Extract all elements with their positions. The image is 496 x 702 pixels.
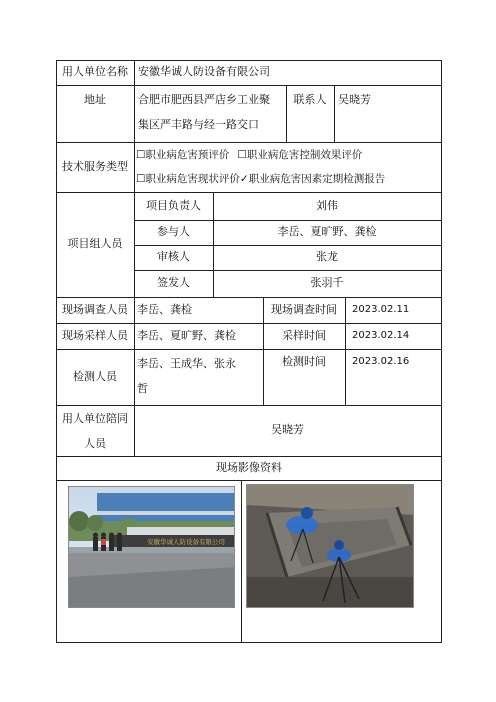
contact-value: 吴晓芳 — [338, 92, 371, 106]
escort-value: 吴晓芳 — [271, 423, 304, 437]
survey-staff-label: 现场调查人员 — [62, 302, 128, 316]
testing-staff-label: 检测人员 — [73, 369, 117, 383]
checkbox-unchecked-icon[interactable]: ☐ — [237, 148, 247, 161]
service-option-label: 职业病危害预评价 — [145, 148, 230, 161]
site-photo-equipment-image — [247, 485, 414, 608]
site-photo-entrance — [68, 486, 235, 608]
table-rule — [56, 480, 442, 481]
team-role: 签发人 — [157, 276, 190, 290]
address-value — [138, 87, 284, 141]
service-option-label: 职业病危害现状评价 — [145, 172, 240, 185]
address-line: 集区严丰路与经一路交口 — [138, 118, 259, 131]
sampling-staff-label: 现场采样人员 — [62, 328, 128, 342]
sampling-time-value: 2023.02.14 — [352, 330, 410, 342]
escort-label-line: 人员 — [84, 437, 106, 450]
team-label: 项目组人员 — [67, 237, 123, 251]
checkbox-unchecked-icon[interactable]: ☐ — [136, 172, 146, 185]
team-names: 刘伟 — [316, 198, 338, 212]
checkbox-unchecked-icon[interactable]: ☐ — [136, 148, 146, 161]
team-role: 参与人 — [157, 225, 190, 239]
service-type-label: 技术服务类型 — [62, 159, 128, 173]
address-line: 合肥市肥西县严店乡工业聚 — [138, 93, 270, 106]
testing-time-value: 2023.02.16 — [352, 356, 410, 368]
site-photo-entrance-image — [69, 487, 235, 608]
employer-label: 用人单位名称 — [62, 65, 128, 79]
table-rule — [56, 642, 442, 643]
service-option-label: 职业病危害控制效果评价 — [246, 148, 363, 161]
service-type-options — [136, 144, 440, 192]
table-rule — [334, 85, 335, 142]
survey-staff-value: 李岳、龚检 — [137, 302, 192, 316]
team-names: 李岳、夏旷野、龚检 — [277, 225, 377, 239]
testing-staff-line: 李岳、王成华、张永 — [137, 357, 236, 370]
photos-section-title: 现场影像资料 — [216, 460, 282, 474]
team-names: 张羽千 — [310, 276, 344, 290]
survey-record-table — [56, 60, 442, 643]
testing-time-label: 检测时间 — [282, 354, 326, 368]
contact-label: 联系人 — [293, 92, 327, 106]
team-role: 项目负责人 — [146, 198, 201, 212]
table-rule — [345, 297, 346, 405]
survey-time-label: 现场调查时间 — [271, 302, 337, 316]
site-photo-equipment — [246, 484, 414, 608]
table-rule — [441, 60, 442, 643]
address-label: 地址 — [84, 92, 106, 106]
survey-time-value: 2023.02.11 — [352, 304, 410, 316]
table-rule — [241, 480, 242, 642]
photo-sign-text: 安徽华诚人防设备有限公司 — [147, 538, 225, 546]
employer-value: 安徽华诚人防设备有限公司 — [138, 65, 270, 79]
escort-label-line: 用人单位陪同 — [62, 412, 128, 425]
service-option-label: 职业病危害因素定期检测报告 — [248, 172, 386, 185]
team-names: 张龙 — [316, 250, 338, 264]
escort-label — [56, 406, 134, 456]
testing-staff-line: 哲 — [137, 382, 148, 395]
testing-staff-value — [137, 351, 261, 403]
team-role: 审核人 — [157, 250, 190, 264]
checkmark-icon[interactable]: ✓ — [239, 172, 249, 185]
sampling-time-label: 采样时间 — [282, 328, 326, 342]
sampling-staff-value: 李岳、夏旷野、龚检 — [137, 328, 236, 342]
